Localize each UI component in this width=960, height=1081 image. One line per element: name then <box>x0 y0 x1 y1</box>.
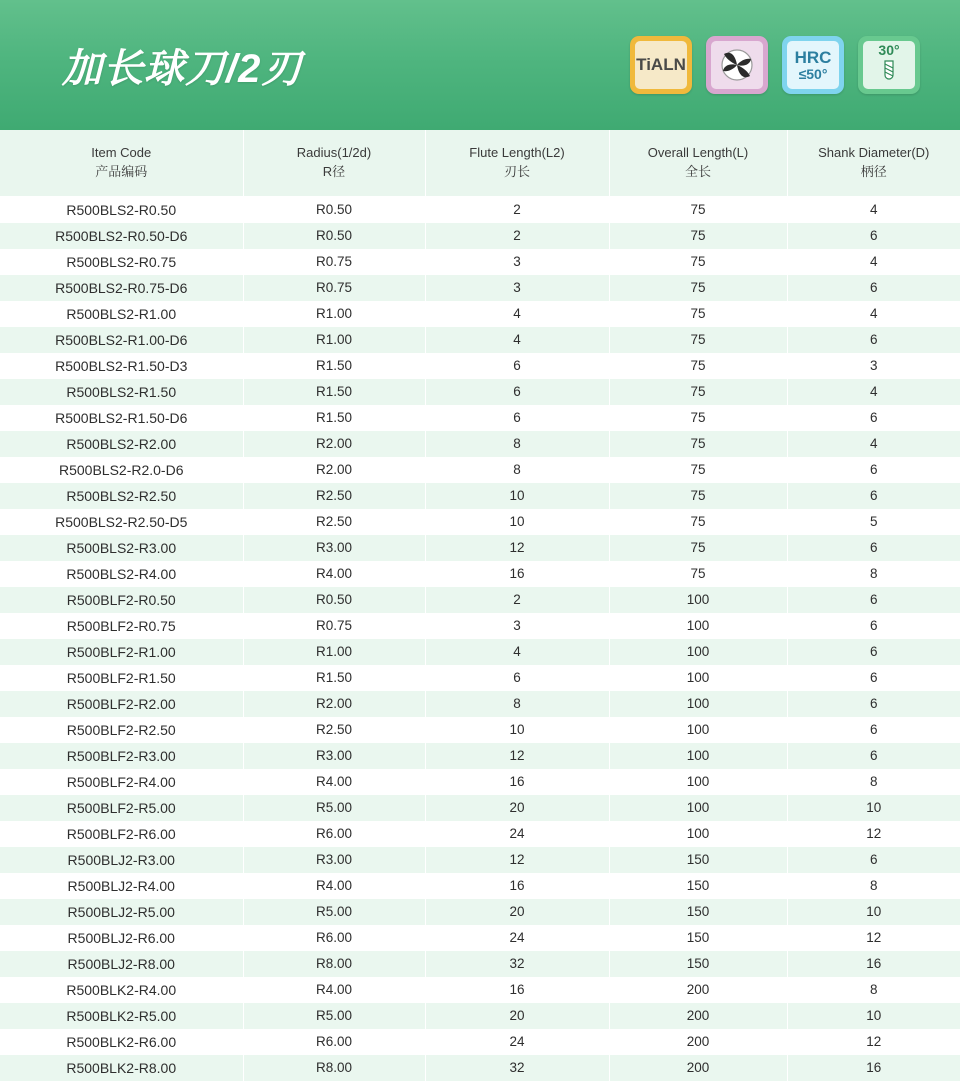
table-row <box>0 1055 960 1081</box>
column-header-en: Radius(1/2d) <box>296 145 372 160</box>
table-row <box>0 873 960 899</box>
cell-shank-diameter: 8 <box>787 561 960 587</box>
cell-radius: R2.00 <box>243 457 425 483</box>
cell-shank-diameter: 4 <box>787 301 960 327</box>
table-row <box>0 977 960 1003</box>
cell-flute-length: 6 <box>425 405 609 431</box>
cell-flute-length: 12 <box>425 743 609 769</box>
tialn-coating-label: TiALN <box>635 41 687 89</box>
cell-radius: R0.75 <box>243 613 425 639</box>
cell-overall-length: 200 <box>609 1003 787 1029</box>
cell-flute-length: 6 <box>425 353 609 379</box>
cell-radius: R8.00 <box>243 951 425 977</box>
cell-flute-length: 6 <box>425 379 609 405</box>
cell-flute-length: 24 <box>425 821 609 847</box>
cell-overall-length: 75 <box>609 301 787 327</box>
cell-flute-length: 2 <box>425 223 609 249</box>
cell-shank-diameter: 6 <box>787 847 960 873</box>
cell-flute-length: 2 <box>425 587 609 613</box>
cell-radius: R0.75 <box>243 249 425 275</box>
cell-item-code: R500BLJ2-R3.00 <box>0 847 243 873</box>
cell-radius: R1.50 <box>243 379 425 405</box>
column-header-overall-length <box>609 130 787 196</box>
cell-overall-length: 100 <box>609 613 787 639</box>
cell-item-code: R500BLS2-R1.00 <box>0 301 243 327</box>
cell-radius: R2.00 <box>243 431 425 457</box>
cell-item-code: R500BLS2-R0.75-D6 <box>0 275 243 301</box>
cell-overall-length: 75 <box>609 431 787 457</box>
cell-shank-diameter: 12 <box>787 821 960 847</box>
cell-radius: R0.50 <box>243 587 425 613</box>
cell-flute-length: 16 <box>425 769 609 795</box>
table-header-row <box>0 130 960 196</box>
cell-radius: R4.00 <box>243 873 425 899</box>
table-row <box>0 405 960 431</box>
table-row <box>0 587 960 613</box>
table-row <box>0 327 960 353</box>
cell-item-code: R500BLF2-R1.00 <box>0 639 243 665</box>
column-header-en: Overall Length(L) <box>647 145 749 160</box>
cell-flute-length: 12 <box>425 847 609 873</box>
feature-badges <box>630 36 920 94</box>
cell-item-code: R500BLS2-R4.00 <box>0 561 243 587</box>
cell-overall-length: 75 <box>609 249 787 275</box>
table-row <box>0 925 960 951</box>
cell-radius: R6.00 <box>243 821 425 847</box>
table-row <box>0 353 960 379</box>
cell-flute-length: 32 <box>425 951 609 977</box>
two-flute-badge <box>706 36 768 94</box>
cell-overall-length: 200 <box>609 977 787 1003</box>
cell-flute-length: 10 <box>425 717 609 743</box>
cell-radius: R2.50 <box>243 509 425 535</box>
cell-flute-length: 24 <box>425 925 609 951</box>
cell-item-code: R500BLS2-R2.0-D6 <box>0 457 243 483</box>
cell-shank-diameter: 5 <box>787 509 960 535</box>
table-row <box>0 301 960 327</box>
table-row <box>0 951 960 977</box>
cell-overall-length: 150 <box>609 925 787 951</box>
cell-overall-length: 75 <box>609 457 787 483</box>
cell-flute-length: 2 <box>425 196 609 223</box>
column-header-en: Shank Diameter(D) <box>818 145 930 160</box>
table-row <box>0 223 960 249</box>
cell-flute-length: 8 <box>425 691 609 717</box>
cell-item-code: R500BLS2-R0.50 <box>0 196 243 223</box>
cell-overall-length: 75 <box>609 327 787 353</box>
table-row <box>0 483 960 509</box>
column-header-shank-diameter <box>787 130 960 196</box>
cell-shank-diameter: 6 <box>787 665 960 691</box>
column-header-flute-length <box>425 130 609 196</box>
cell-item-code: R500BLF2-R3.00 <box>0 743 243 769</box>
cell-radius: R5.00 <box>243 1003 425 1029</box>
cell-item-code: R500BLF2-R0.75 <box>0 613 243 639</box>
cell-shank-diameter: 6 <box>787 535 960 561</box>
cell-shank-diameter: 12 <box>787 1029 960 1055</box>
cell-overall-length: 150 <box>609 847 787 873</box>
table-row <box>0 795 960 821</box>
cell-flute-length: 3 <box>425 275 609 301</box>
cell-item-code: R500BLS2-R0.75 <box>0 249 243 275</box>
cell-overall-length: 100 <box>609 795 787 821</box>
cell-item-code: R500BLF2-R6.00 <box>0 821 243 847</box>
cell-flute-length: 16 <box>425 873 609 899</box>
page-title: 加长球刀/2刃 <box>62 46 303 91</box>
table-body <box>0 196 960 1081</box>
cell-flute-length: 32 <box>425 1055 609 1081</box>
cell-radius: R1.00 <box>243 639 425 665</box>
cell-radius: R3.00 <box>243 743 425 769</box>
column-header-cn: 全长 <box>684 163 711 179</box>
column-header-cn: 柄径 <box>860 163 887 179</box>
cell-shank-diameter: 12 <box>787 925 960 951</box>
table-row <box>0 743 960 769</box>
column-header-en: Flute Length(L2) <box>469 145 565 160</box>
cell-flute-length: 16 <box>425 561 609 587</box>
page-header <box>0 0 960 130</box>
cell-radius: R3.00 <box>243 847 425 873</box>
cell-overall-length: 75 <box>609 509 787 535</box>
cell-radius: R0.50 <box>243 196 425 223</box>
cell-shank-diameter: 6 <box>787 223 960 249</box>
cell-shank-diameter: 6 <box>787 691 960 717</box>
cell-flute-length: 10 <box>425 509 609 535</box>
cell-overall-length: 75 <box>609 483 787 509</box>
cell-flute-length: 4 <box>425 639 609 665</box>
cell-radius: R2.50 <box>243 483 425 509</box>
cell-item-code: R500BLF2-R1.50 <box>0 665 243 691</box>
cell-overall-length: 100 <box>609 821 787 847</box>
cell-radius: R1.00 <box>243 301 425 327</box>
table-row <box>0 1029 960 1055</box>
cell-radius: R1.50 <box>243 405 425 431</box>
cell-shank-diameter: 4 <box>787 249 960 275</box>
cell-shank-diameter: 6 <box>787 457 960 483</box>
table-row <box>0 847 960 873</box>
cell-shank-diameter: 6 <box>787 327 960 353</box>
cell-item-code: R500BLS2-R2.50-D5 <box>0 509 243 535</box>
cell-overall-length: 75 <box>609 275 787 301</box>
cell-overall-length: 100 <box>609 717 787 743</box>
cell-radius: R6.00 <box>243 925 425 951</box>
cell-shank-diameter: 10 <box>787 899 960 925</box>
cell-shank-diameter: 8 <box>787 873 960 899</box>
cell-shank-diameter: 3 <box>787 353 960 379</box>
cell-item-code: R500BLJ2-R5.00 <box>0 899 243 925</box>
table-row <box>0 249 960 275</box>
cell-item-code: R500BLK2-R8.00 <box>0 1055 243 1081</box>
cell-shank-diameter: 6 <box>787 587 960 613</box>
table-row <box>0 769 960 795</box>
cell-overall-length: 200 <box>609 1055 787 1081</box>
helix-angle-content <box>863 41 915 89</box>
cell-item-code: R500BLJ2-R4.00 <box>0 873 243 899</box>
hardness-label-bottom: ≤50° <box>798 65 828 82</box>
cell-flute-length: 8 <box>425 457 609 483</box>
cell-shank-diameter: 6 <box>787 639 960 665</box>
cell-flute-length: 24 <box>425 1029 609 1055</box>
specification-table <box>0 130 960 1081</box>
cell-item-code: R500BLS2-R1.50-D3 <box>0 353 243 379</box>
cell-radius: R0.75 <box>243 275 425 301</box>
cell-overall-length: 75 <box>609 353 787 379</box>
cell-item-code: R500BLS2-R3.00 <box>0 535 243 561</box>
table-row <box>0 899 960 925</box>
table-row <box>0 691 960 717</box>
table-row <box>0 1003 960 1029</box>
cell-overall-length: 150 <box>609 873 787 899</box>
cell-item-code: R500BLS2-R0.50-D6 <box>0 223 243 249</box>
cell-radius: R8.00 <box>243 1055 425 1081</box>
cell-shank-diameter: 6 <box>787 613 960 639</box>
table-row <box>0 717 960 743</box>
hardness-badge <box>782 36 844 94</box>
table-row <box>0 379 960 405</box>
cell-item-code: R500BLF2-R0.50 <box>0 587 243 613</box>
cell-shank-diameter: 4 <box>787 379 960 405</box>
column-header-radius <box>243 130 425 196</box>
cell-item-code: R500BLJ2-R6.00 <box>0 925 243 951</box>
cell-shank-diameter: 6 <box>787 275 960 301</box>
cell-flute-length: 8 <box>425 431 609 457</box>
cell-overall-length: 200 <box>609 1029 787 1055</box>
table-row <box>0 535 960 561</box>
cell-item-code: R500BLS2-R1.50 <box>0 379 243 405</box>
table-row <box>0 457 960 483</box>
column-header-cn: 产品编码 <box>95 163 148 179</box>
cell-radius: R4.00 <box>243 561 425 587</box>
column-header-item-code <box>0 130 243 196</box>
cell-shank-diameter: 10 <box>787 795 960 821</box>
cell-radius: R3.00 <box>243 535 425 561</box>
table-row <box>0 561 960 587</box>
cell-overall-length: 100 <box>609 639 787 665</box>
cell-flute-length: 3 <box>425 613 609 639</box>
helix-angle-label: 30° <box>878 42 900 58</box>
table-row <box>0 821 960 847</box>
cell-radius: R1.00 <box>243 327 425 353</box>
cell-radius: R5.00 <box>243 899 425 925</box>
cell-flute-length: 3 <box>425 249 609 275</box>
cell-item-code: R500BLF2-R2.50 <box>0 717 243 743</box>
cell-item-code: R500BLS2-R2.50 <box>0 483 243 509</box>
cell-shank-diameter: 4 <box>787 196 960 223</box>
cell-radius: R1.50 <box>243 665 425 691</box>
column-header-en: Item Code <box>91 145 152 160</box>
helix-tool-icon <box>879 59 899 88</box>
cell-radius: R2.00 <box>243 691 425 717</box>
helix-angle-badge <box>858 36 920 94</box>
cell-flute-length: 10 <box>425 483 609 509</box>
table-header <box>0 130 960 196</box>
cell-overall-length: 75 <box>609 535 787 561</box>
cell-item-code: R500BLF2-R5.00 <box>0 795 243 821</box>
table-row <box>0 665 960 691</box>
cell-item-code: R500BLF2-R2.00 <box>0 691 243 717</box>
cell-overall-length: 150 <box>609 899 787 925</box>
cell-item-code: R500BLS2-R1.50-D6 <box>0 405 243 431</box>
two-flute-icon <box>711 41 763 89</box>
cell-flute-length: 4 <box>425 301 609 327</box>
table-row <box>0 639 960 665</box>
cell-shank-diameter: 8 <box>787 769 960 795</box>
cell-overall-length: 150 <box>609 951 787 977</box>
column-header-cn: R径 <box>322 163 346 179</box>
cell-radius: R6.00 <box>243 1029 425 1055</box>
cell-item-code: R500BLF2-R4.00 <box>0 769 243 795</box>
cell-overall-length: 100 <box>609 665 787 691</box>
hardness-content <box>787 41 839 89</box>
cell-flute-length: 6 <box>425 665 609 691</box>
cell-overall-length: 75 <box>609 405 787 431</box>
cell-shank-diameter: 6 <box>787 717 960 743</box>
cell-shank-diameter: 10 <box>787 1003 960 1029</box>
cell-flute-length: 16 <box>425 977 609 1003</box>
cell-overall-length: 100 <box>609 769 787 795</box>
table-row <box>0 613 960 639</box>
tialn-coating-badge <box>630 36 692 94</box>
cell-shank-diameter: 6 <box>787 405 960 431</box>
cell-shank-diameter: 16 <box>787 1055 960 1081</box>
cell-item-code: R500BLS2-R2.00 <box>0 431 243 457</box>
cell-shank-diameter: 6 <box>787 483 960 509</box>
cell-radius: R4.00 <box>243 977 425 1003</box>
cell-item-code: R500BLK2-R4.00 <box>0 977 243 1003</box>
cell-shank-diameter: 16 <box>787 951 960 977</box>
cell-radius: R0.50 <box>243 223 425 249</box>
table-row <box>0 431 960 457</box>
cell-overall-length: 75 <box>609 223 787 249</box>
cell-shank-diameter: 6 <box>787 743 960 769</box>
cell-overall-length: 75 <box>609 561 787 587</box>
cell-overall-length: 100 <box>609 743 787 769</box>
table-row <box>0 275 960 301</box>
cell-shank-diameter: 8 <box>787 977 960 1003</box>
cell-overall-length: 75 <box>609 196 787 223</box>
cell-radius: R2.50 <box>243 717 425 743</box>
cell-flute-length: 20 <box>425 1003 609 1029</box>
column-header-cn: 刃长 <box>503 163 530 179</box>
cell-shank-diameter: 4 <box>787 431 960 457</box>
cell-flute-length: 20 <box>425 899 609 925</box>
cell-radius: R4.00 <box>243 769 425 795</box>
cell-item-code: R500BLS2-R1.00-D6 <box>0 327 243 353</box>
cell-overall-length: 75 <box>609 379 787 405</box>
cell-overall-length: 100 <box>609 691 787 717</box>
cell-flute-length: 12 <box>425 535 609 561</box>
cell-flute-length: 20 <box>425 795 609 821</box>
cell-item-code: R500BLK2-R5.00 <box>0 1003 243 1029</box>
table-row <box>0 509 960 535</box>
cell-item-code: R500BLK2-R6.00 <box>0 1029 243 1055</box>
cell-radius: R5.00 <box>243 795 425 821</box>
cell-radius: R1.50 <box>243 353 425 379</box>
hardness-label-top: HRC <box>794 47 832 67</box>
cell-item-code: R500BLJ2-R8.00 <box>0 951 243 977</box>
cell-flute-length: 4 <box>425 327 609 353</box>
cell-overall-length: 100 <box>609 587 787 613</box>
table-row <box>0 196 960 223</box>
